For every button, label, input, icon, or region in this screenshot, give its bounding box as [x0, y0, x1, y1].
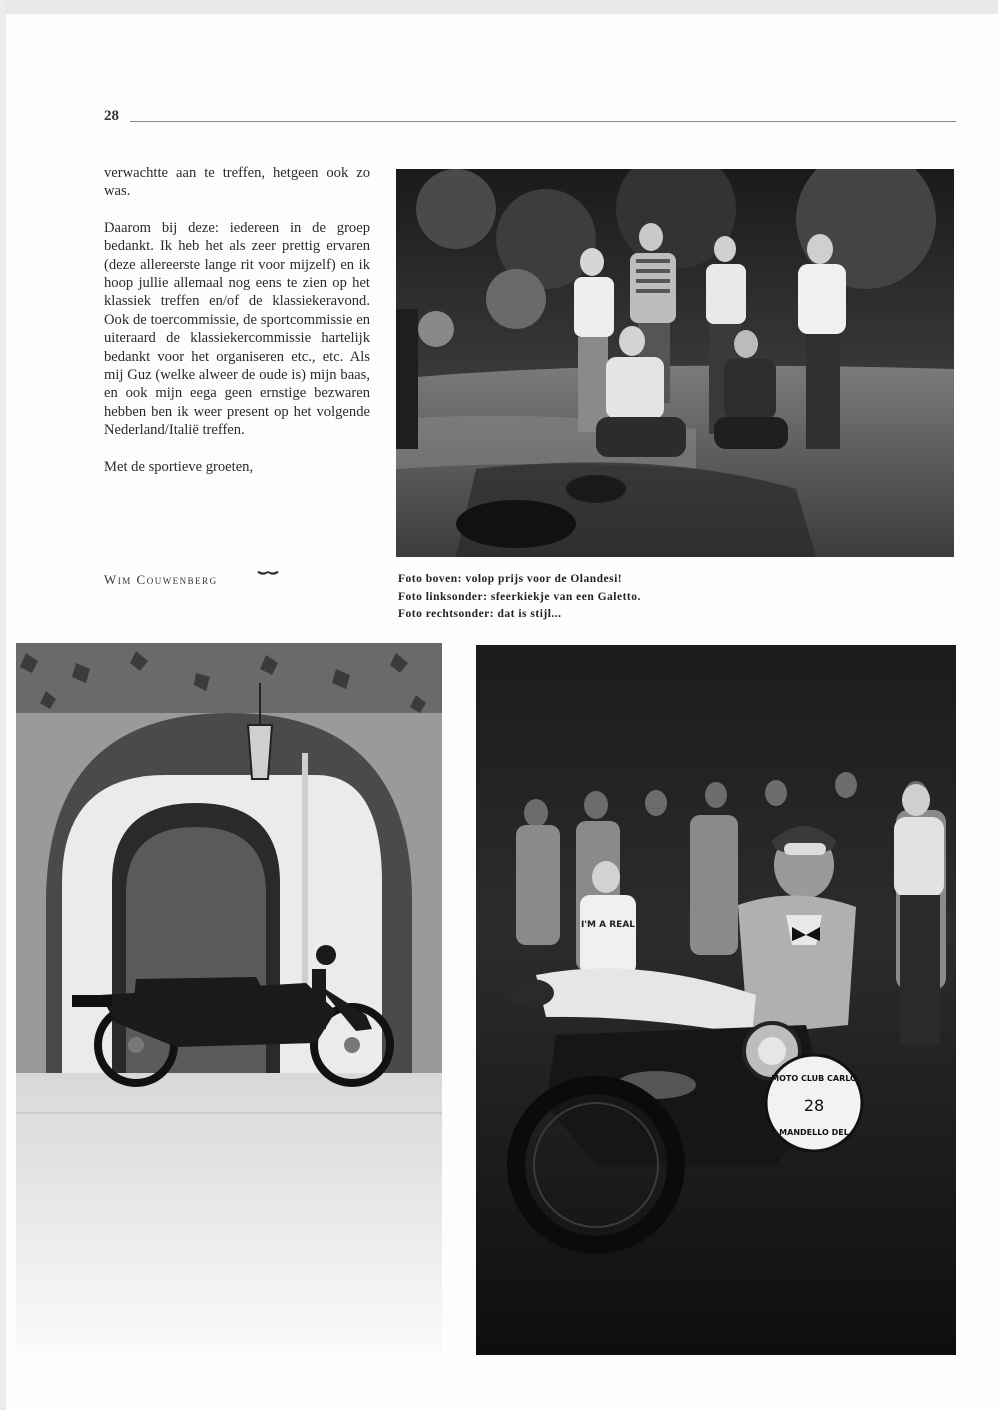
photo-rider-style — [476, 645, 956, 1355]
page-number: 28 — [104, 108, 119, 124]
caption-top: Foto boven: volop prijs voor de Olandesi! — [398, 573, 623, 585]
paragraph-closing: Met de sportieve groeten, — [104, 458, 254, 475]
tshirt-text: I'M A REAL — [580, 920, 636, 930]
club-logo-icon — [256, 569, 280, 579]
paragraph-2: Daarom bij deze: iedereen in de groep bedankt. Ik heb het als zeer prettig ervaren (deze allereerste lange rit voor mijzelf) en ik hoop jullie allemaal nog eens te zien op het klassiek treffen en/of de klassiekeravond. Ook de toercommissie, de sportcommissie en uiteraard de klassiekercommissie hartelijk bedankt voor het organiseren etc., etc. Als mij Guz (welke alweer de oude is) mijn baas, en ook mijn eega geen ernstige bezwaren hebben ben ik weer present op het volgende Nederland/Italië treffen. — [104, 219, 370, 439]
caption-bottom-left: Foto linksonder: sfeerkiekje van een Galetto. — [398, 590, 641, 603]
photo-captions — [398, 571, 918, 624]
article-body — [104, 164, 370, 494]
photo-galetto-archway — [16, 643, 442, 1353]
scan-left-edge — [0, 0, 6, 1410]
photo-group-award — [396, 169, 954, 557]
plate-text-bottom: MANDELLO DEL — [779, 1128, 849, 1137]
author-signature: Wim Couwenberg — [104, 572, 218, 587]
plate-text-top: MOTO CLUB CARLO — [771, 1074, 857, 1083]
plate-number: 28 — [803, 1096, 825, 1115]
paragraph-1: verwachtte aan te treffen, hetgeen ook zo was. — [104, 165, 370, 200]
caption-bottom-right: Foto rechtsonder: dat is stijl... — [398, 608, 562, 620]
header-rule — [130, 121, 956, 122]
scan-top-edge — [0, 0, 998, 14]
